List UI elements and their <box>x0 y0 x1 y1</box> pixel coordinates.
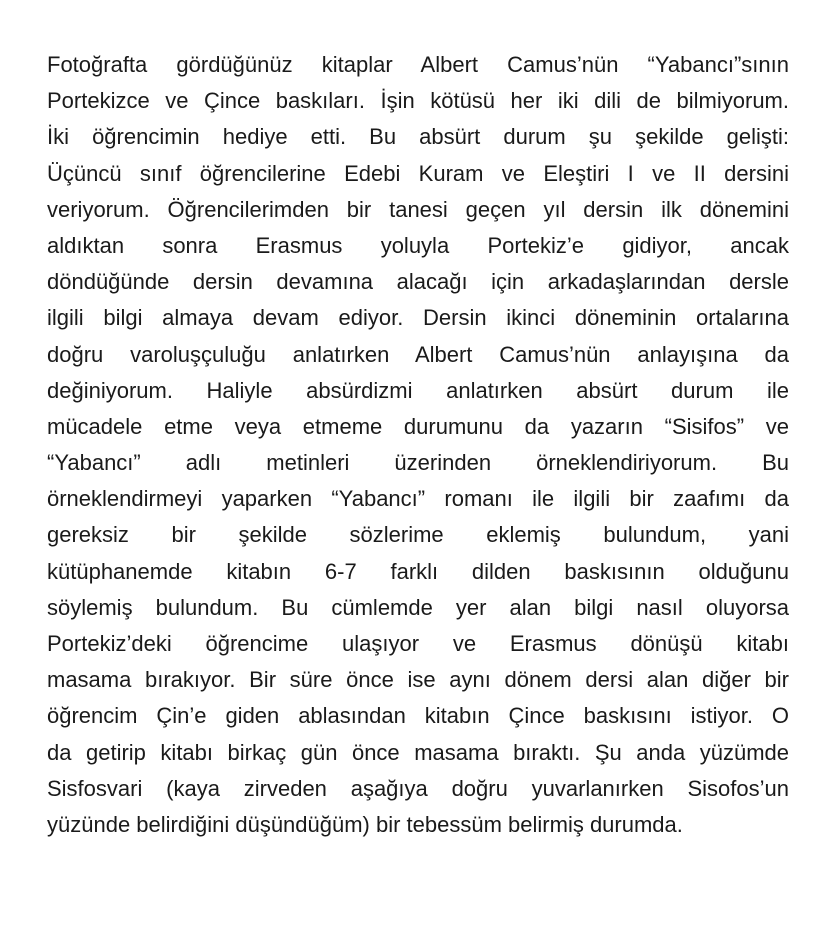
text-line-9: doğru varoluşçuluğu anlatırken Albert Camus’nün anlayışına da <box>47 341 789 367</box>
text-line-12: “Yabancı” adlı metinleri üzerinden örneklendiriyorum. Bu <box>47 450 789 476</box>
text-line-22: yüzünde belirdiğini düşündüğüm) bir tebessüm belirmiş durumda. <box>47 811 683 837</box>
text-line-10: değiniyorum. Haliyle absürdizmi anlatırken absürt durum ile <box>47 377 789 403</box>
text-line-4: Üçüncü sınıf öğrencilerine Edebi Kuram ve Eleştiri I ve II dersini <box>47 160 789 186</box>
text-line-7: döndüğünde dersin devamına alacağı için arkadaşlarından dersle <box>47 269 789 295</box>
text-line-20: da getirip kitabı birkaç gün önce masama bıraktı. Şu anda yüzümde <box>47 739 789 765</box>
text-line-16: söylemiş bulundum. Bu cümlemde yer alan bilgi nasıl oluyorsa <box>47 594 789 620</box>
text-line-17: Portekiz’deki öğrencime ulaşıyor ve Erasmus dönüşü kitabı <box>47 631 789 656</box>
text-line-15: kütüphanemde kitabın 6-7 farklı dilden baskısının olduğunu <box>47 558 789 584</box>
text-line-14: gereksiz bir şekilde sözlerime eklemiş bulundum, yani <box>47 522 789 548</box>
text-line-1: Fotoğrafta gördüğünüz kitaplar Albert Camus’nün “Yabancı”sının <box>47 52 789 77</box>
text-line-11: mücadele etme veya etmeme durumunu da yazarın “Sisifos” ve <box>47 413 789 439</box>
text-line-6: aldıktan sonra Erasmus yoluyla Portekiz’e gidiyor, ancak <box>47 232 789 258</box>
text-line-13: örneklendirmeyi yaparken “Yabancı” romanı ile ilgili bir zaafımı da <box>47 486 789 512</box>
text-line-3: İki öğrencimin hediye etti. Bu absürt durum şu şekilde gelişti: <box>47 124 789 150</box>
text-line-2: Portekizce ve Çince baskıları. İşin kötüsü her iki dili de bilmiyorum. <box>47 88 789 114</box>
text-line-8: ilgili bilgi almaya devam ediyor. Dersin ikinci döneminin ortalarına <box>47 305 789 331</box>
text-line-21: Sisfosvari (kaya zirveden aşağıya doğru yuvarlanırken Sisofos’un <box>47 775 789 801</box>
text-line-5: veriyorum. Öğrencilerimden bir tanesi geçen yıl dersin ilk dönemini <box>47 196 789 222</box>
body-paragraph <box>47 47 789 843</box>
text-line-18: masama bırakıyor. Bir süre önce ise aynı dönem dersi alan diğer bir <box>47 667 789 693</box>
text-line-19: öğrencim Çin’e giden ablasından kitabın Çince baskısını istiyor. O <box>47 703 789 729</box>
